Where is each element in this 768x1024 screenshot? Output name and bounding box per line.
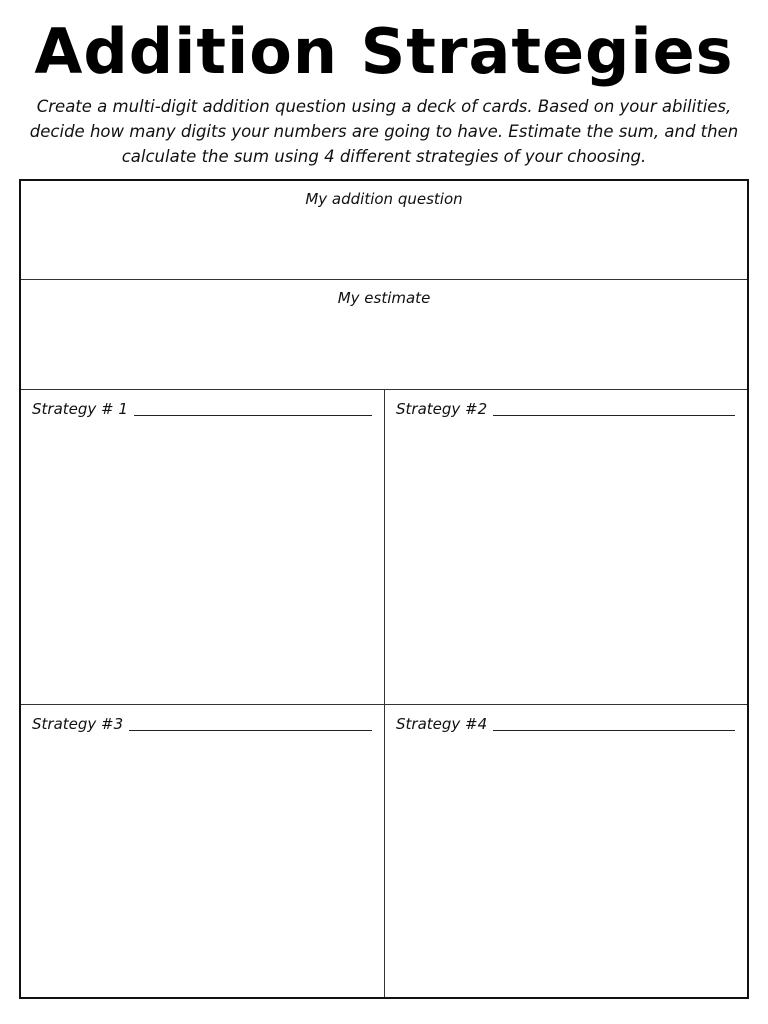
instructions-text: Create a multi-digit addition question using a deck of cards. Based on your abilities, decide how many digits your numbers are going to have. Estimate the sum, and then calculate the sum using 4 different strategies of your choosing.	[29, 97, 739, 166]
strategy-1-name-line[interactable]	[134, 414, 372, 416]
strategy-2-header	[396, 399, 735, 419]
strategy-2-name-line[interactable]	[493, 414, 735, 416]
strategy-1-header	[32, 399, 372, 419]
strategy-3-label: Strategy #3	[32, 715, 124, 733]
strategy-3-name-line[interactable]	[129, 729, 372, 731]
strategy-4-label: Strategy #4	[396, 715, 488, 733]
addition-question-label: My addition question	[305, 190, 463, 208]
strategy-4-box[interactable]	[385, 705, 747, 997]
strategy-1-box[interactable]	[21, 390, 385, 705]
strategy-3-header	[32, 714, 372, 734]
worksheet-grid	[19, 179, 749, 999]
strategy-3-box[interactable]	[21, 705, 385, 997]
strategy-2-label: Strategy #2	[396, 400, 488, 418]
estimate-box[interactable]	[21, 280, 747, 390]
addition-question-box[interactable]	[21, 181, 747, 280]
strategy-4-header	[396, 714, 735, 734]
strategy-2-box[interactable]	[385, 390, 747, 705]
page-title: Addition Strategies	[34, 15, 734, 88]
strategy-1-label: Strategy # 1	[32, 400, 128, 418]
strategy-4-name-line[interactable]	[493, 729, 735, 731]
estimate-label: My estimate	[337, 289, 431, 307]
